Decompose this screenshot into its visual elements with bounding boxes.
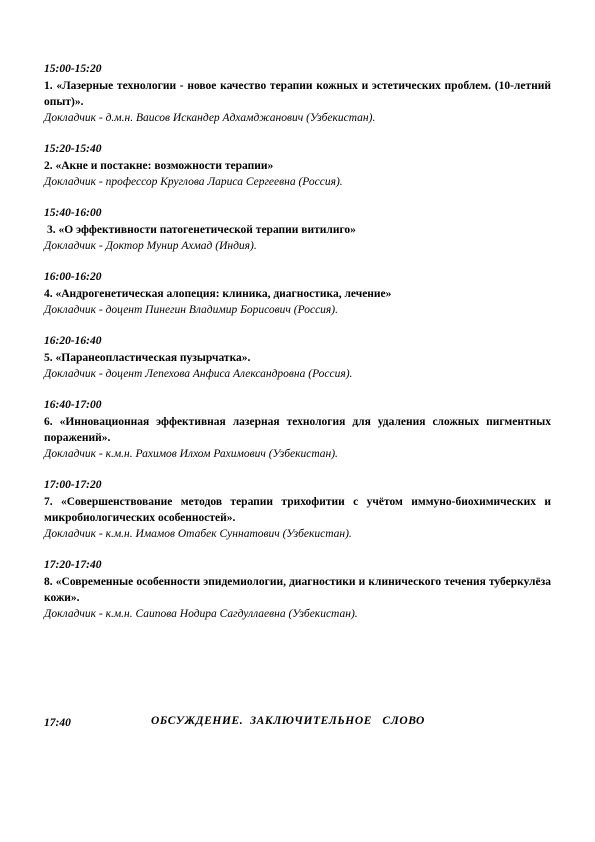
- session-speaker: Докладчик - к.м.н. Саипова Нодира Сагдуллаевна (Узбекистан).: [44, 608, 358, 620]
- session-title: 3. «О эффективности патогенетической терапии витилиго»: [47, 224, 356, 236]
- program-schedule: [44, 62, 551, 638]
- session-time: 15:00-15:20: [44, 63, 102, 75]
- session-5: [44, 334, 551, 382]
- session-2: [44, 142, 551, 190]
- session-speaker: Докладчик - к.м.н. Рахимов Илхом Рахимович (Узбекистан).: [44, 448, 338, 460]
- session-4: [44, 270, 551, 318]
- closing-block: [44, 714, 551, 730]
- session-1: [44, 62, 551, 126]
- session-8: [44, 558, 551, 622]
- session-title: 6. «Инновационная эффективная лазерная технология для удаления сложных пигментных поражений».: [44, 416, 551, 444]
- closing-time: 17:40: [44, 717, 71, 729]
- session-speaker: Докладчик - профессор Круглова Лариса Сергеевна (Россия).: [44, 176, 343, 188]
- session-time: 16:00-16:20: [44, 271, 102, 283]
- session-title: 7. «Совершенствование методов терапии трихофитии с учётом иммуно-биохимических и микробиологических особенностей».: [44, 496, 551, 524]
- session-speaker: Докладчик - к.м.н. Имамов Отабек Суннатович (Узбекистан).: [44, 528, 352, 540]
- session-time: 15:40-16:00: [44, 207, 102, 219]
- session-title: 8. «Современные особенности эпидемиологии, диагностики и клинического течения туберкулёза кожи».: [44, 576, 551, 604]
- session-speaker: Докладчик - д.м.н. Ваисов Искандер Адхамджанович (Узбекистан).: [44, 112, 376, 124]
- session-time: 16:20-16:40: [44, 335, 102, 347]
- session-time: 17:20-17:40: [44, 559, 102, 571]
- session-title: 1. «Лазерные технологии - новое качество терапии кожных и эстетических проблем. (10-летний опыт)».: [44, 80, 551, 108]
- session-title: 5. «Паранеопластическая пузырчатка».: [44, 352, 251, 364]
- session-time: 17:00-17:20: [44, 479, 102, 491]
- session-3: [44, 206, 551, 254]
- session-time: 15:20-15:40: [44, 143, 102, 155]
- closing-text: ОБСУЖДЕНИЕ. ЗАКЛЮЧИТЕЛЬНОЕ СЛОВО: [151, 715, 425, 727]
- session-7: [44, 478, 551, 542]
- session-time: 16:40-17:00: [44, 399, 102, 411]
- session-6: [44, 398, 551, 462]
- session-speaker: Докладчик - Доктор Мунир Ахмад (Индия).: [44, 240, 257, 252]
- session-speaker: Докладчик - доцент Пинегин Владимир Борисович (Россия).: [44, 304, 338, 316]
- session-speaker: Докладчик - доцент Лепехова Анфиса Александровна (Россия).: [44, 368, 353, 380]
- session-title: 4. «Андрогенетическая алопеция: клиника, диагностика, лечение»: [44, 288, 392, 300]
- session-title: 2. «Акне и постакне: возможности терапии»: [44, 160, 274, 172]
